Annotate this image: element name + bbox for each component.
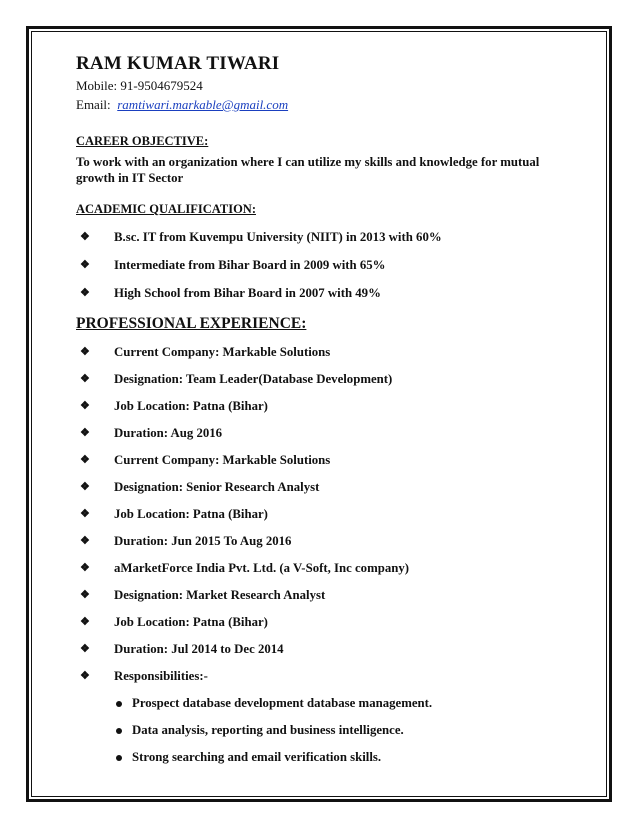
list-item-text: Current Company: Markable Solutions xyxy=(114,345,331,359)
list-item xyxy=(76,344,576,361)
list-item xyxy=(76,560,576,577)
list-item-text: High School from Bihar Board in 2007 with 49% xyxy=(114,286,381,300)
email-line xyxy=(76,95,576,114)
experience-heading: PROFESSIONAL EXPERIENCE: xyxy=(76,315,307,332)
list-item xyxy=(76,479,576,496)
diamond-bullet-icon: ❖ xyxy=(80,616,90,628)
list-item-text: Intermediate from Bihar Board in 2009 with 65% xyxy=(114,258,386,272)
diamond-bullet-icon: ❖ xyxy=(80,373,90,385)
list-item xyxy=(76,229,576,246)
list-item xyxy=(76,452,576,469)
diamond-bullet-icon: ❖ xyxy=(80,670,90,682)
email-label: Email: xyxy=(76,97,111,112)
list-item-text: Duration: Aug 2016 xyxy=(114,426,223,440)
diamond-bullet-icon: ❖ xyxy=(80,427,90,439)
responsibility-text: Data analysis, reporting and business intelligence. xyxy=(132,723,404,737)
academic-heading: ACADEMIC QUALIFICATION: xyxy=(76,202,256,216)
list-item-text: Designation: Senior Research Analyst xyxy=(114,480,320,494)
list-item-text: Job Location: Patna (Bihar) xyxy=(114,507,268,521)
bullet-dot-icon xyxy=(116,755,122,761)
list-item-text: Duration: Jul 2014 to Dec 2014 xyxy=(114,642,284,656)
responsibility-item xyxy=(76,749,576,766)
list-item-text: aMarketForce India Pvt. Ltd. (a V-Soft, Inc company) xyxy=(114,561,410,575)
diamond-bullet-icon: ❖ xyxy=(80,400,90,412)
list-item-text: Responsibilities:- xyxy=(114,669,208,683)
diamond-bullet-icon: ❖ xyxy=(80,481,90,493)
diamond-bullet-icon: ❖ xyxy=(80,231,90,243)
responsibility-item xyxy=(76,695,576,712)
experience-list xyxy=(76,344,576,685)
responsibility-text: Prospect database development database management. xyxy=(132,696,433,710)
diamond-bullet-icon: ❖ xyxy=(80,259,90,271)
diamond-bullet-icon: ❖ xyxy=(80,346,90,358)
responsibility-item xyxy=(76,722,576,739)
diamond-bullet-icon: ❖ xyxy=(80,643,90,655)
list-item xyxy=(76,425,576,442)
academic-list xyxy=(76,229,576,302)
list-item xyxy=(76,587,576,604)
bullet-dot-icon xyxy=(116,728,122,734)
responsibility-list xyxy=(76,695,576,766)
list-item-text: Designation: Team Leader(Database Development) xyxy=(114,372,393,386)
mobile-label: Mobile: xyxy=(76,78,118,93)
list-item xyxy=(76,533,576,550)
diamond-bullet-icon: ❖ xyxy=(80,589,90,601)
list-item xyxy=(76,506,576,523)
list-item-text: B.sc. IT from Kuvempu University (NIIT) in 2013 with 60% xyxy=(114,230,442,244)
list-item-text: Current Company: Markable Solutions xyxy=(114,453,331,467)
career-objective-text: To work with an organization where I can utilize my skills and knowledge for mutual growth in IT Sector xyxy=(76,155,540,185)
diamond-bullet-icon: ❖ xyxy=(80,287,90,299)
email-link[interactable]: ramtiwari.markable@gmail.com xyxy=(117,97,289,112)
list-item xyxy=(76,641,576,658)
list-item xyxy=(76,398,576,415)
list-item xyxy=(76,285,576,302)
list-item xyxy=(76,668,576,685)
resume-content xyxy=(76,52,576,766)
list-item xyxy=(76,614,576,631)
candidate-name: RAM KUMAR TIWARI xyxy=(76,53,280,74)
mobile-line xyxy=(76,76,576,95)
list-item xyxy=(76,371,576,388)
list-item-text: Duration: Jun 2015 To Aug 2016 xyxy=(114,534,292,548)
list-item-text: Job Location: Patna (Bihar) xyxy=(114,399,268,413)
list-item-text: Job Location: Patna (Bihar) xyxy=(114,615,268,629)
diamond-bullet-icon: ❖ xyxy=(80,454,90,466)
career-objective-heading: CAREER OBJECTIVE: xyxy=(76,134,209,148)
list-item xyxy=(76,257,576,274)
diamond-bullet-icon: ❖ xyxy=(80,562,90,574)
responsibility-text: Strong searching and email verification skills. xyxy=(132,750,382,764)
list-item-text: Designation: Market Research Analyst xyxy=(114,588,326,602)
bullet-dot-icon xyxy=(116,701,122,707)
diamond-bullet-icon: ❖ xyxy=(80,508,90,520)
diamond-bullet-icon: ❖ xyxy=(80,535,90,547)
mobile-number: 91-9504679524 xyxy=(120,78,203,93)
